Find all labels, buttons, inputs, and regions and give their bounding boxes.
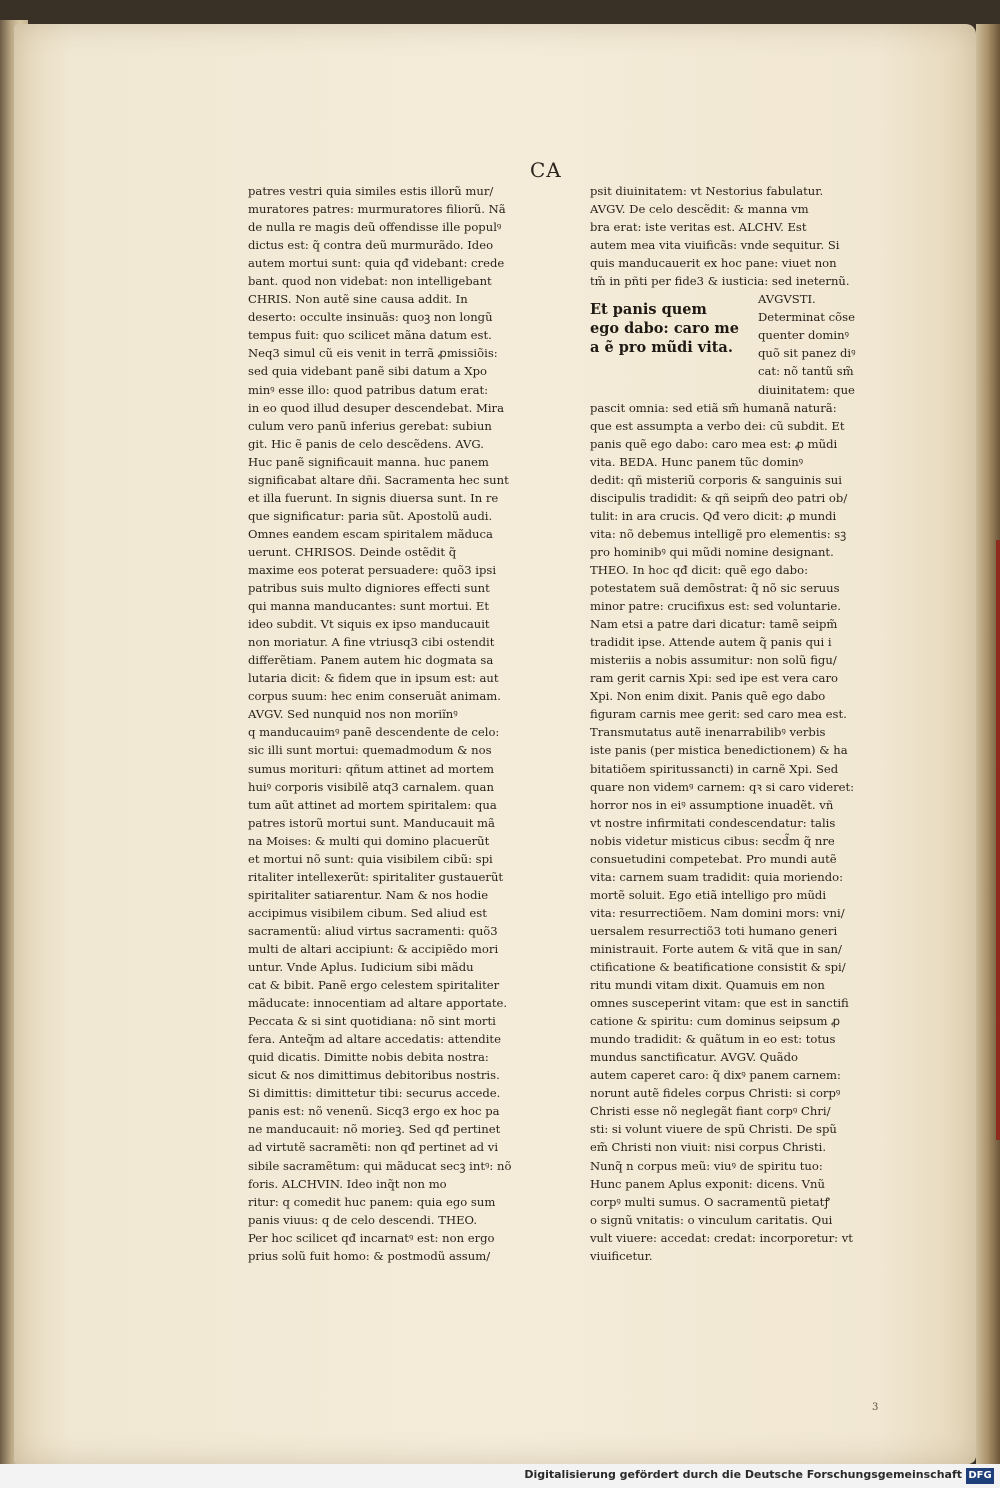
text-line: sumus morituri: qñtum attinet ad mortem — [248, 761, 495, 776]
text-line: multi de altari accipiunt: & accipiẽdo mori — [248, 941, 499, 956]
text-line: q manducauimꝰ panẽ descendente de celo: — [248, 725, 500, 740]
text-line: dedit: qñ misteriũ corporis & sanguinis sui — [590, 472, 842, 487]
text-line: minor patre: crucifixus est: sed voluntarie. — [590, 599, 841, 614]
text-line: sti: si volunt viuere de spũ Christi. De spũ — [590, 1122, 837, 1137]
text-line: na Moises: & multi qui domino placuerũt — [248, 833, 490, 848]
text-line: tempus fuit: quo scilicet mãna datum est. — [248, 328, 492, 343]
text-line: Neq3 simul cũ eis venit in terrã ꝓmissiõis: — [248, 346, 498, 361]
text-line: nobis videtur misticus cibus: secd̃m q̃ nre — [590, 833, 835, 848]
text-line: fera. Anteq̃m ad altare accedatis: attendite — [248, 1032, 501, 1047]
text-line: untur. Vnde Aplus. Iudicium sibi mãdu — [248, 960, 474, 975]
text-line: muratores patres: murmuratores filiorũ. Nã — [248, 202, 506, 217]
text-line: ritu mundi vitam dixit. Quamuis em non — [590, 978, 825, 993]
text-line: cat: nõ tantũ sm̃ — [758, 364, 854, 379]
text-line: ritaliter intellexerũt: spiritaliter gustauerũt — [248, 869, 504, 884]
text-line: o signũ vnitatis: o vinculum caritatis. Qui — [590, 1212, 833, 1227]
text-line: patribus suis multo digniores effecti sunt — [248, 581, 490, 596]
text-line: norunt autẽ fideles corpus Christi: si corpꝰ — [590, 1086, 841, 1101]
text-line: ritur: q comedit huc panem: quia ego sum — [248, 1194, 496, 1209]
text-line: CHRIS. Non autẽ sine causa addit. In — [248, 292, 468, 307]
text-line: ctificatione & beatificatione consistit & spi/ — [590, 960, 846, 975]
text-line: minꝰ esse illo: quod patribus datum erat: — [248, 382, 489, 397]
footer-credit: Digitalisierung gefördert durch die Deutsche Forschungsgemeinschaft — [524, 1468, 962, 1481]
text-line: sed quia videbant panẽ sibi datum a Xpo — [248, 364, 488, 379]
text-line: autem caperet caro: q̃ dixꝰ panem carnem: — [590, 1068, 841, 1083]
text-line: et illa fuerunt. In signis diuersa sunt. In re — [248, 490, 499, 505]
text-line: discipulis tradidit: & qñ seipm̃ deo patri ob/ — [590, 490, 848, 505]
text-line: panis viuus: q de celo descendi. THEO. — [248, 1212, 478, 1227]
text-line: que significatur: paria sũt. Apostolũ audi. — [248, 508, 493, 523]
text-line: mundo tradidit: & quãtum in eo est: totus — [590, 1032, 836, 1047]
left-text-column — [248, 182, 528, 1263]
text-line: mãducate: innocentiam ad altare apportate. — [248, 996, 508, 1011]
page-header: CA — [530, 158, 562, 182]
text-line: spiritaliter satiarentur. Nam & nos hodie — [248, 887, 489, 902]
text-line: uerunt. CHRISOS. Deinde ostẽdit q̃ — [248, 544, 457, 559]
text-line: vita: carnem suam tradidit: quia moriendo: — [590, 869, 844, 884]
text-line: quid dicatis. Dimitte nobis debita nostra: — [248, 1050, 489, 1065]
text-line: Huc panẽ significauit manna. huc panem — [248, 454, 489, 469]
text-line: tulit: in ara crucis. Qđ vero dicit: ꝓ mundi — [590, 508, 837, 523]
text-line: Determinat cõse — [758, 310, 855, 325]
text-line: ad virtutẽ sacramẽti: non qđ pertinet ad vi — [248, 1140, 499, 1155]
text-line: que est assumpta a verbo dei: cũ subdit. Et — [590, 418, 845, 433]
text-line: Per hoc scilicet qđ incarnatꝰ est: non ergo — [248, 1230, 495, 1245]
text-line: misteriis a nobis assumitur: non solũ figu/ — [590, 653, 837, 668]
text-line: vita: nõ debemus intelligẽ pro elementis: sꝫ — [590, 526, 847, 541]
text-line: THEO. In hoc qđ dicit: quẽ ego dabo: — [590, 562, 808, 577]
text-line: dictus est: q̃ contra deũ murmurãdo. Ideo — [248, 238, 494, 253]
text-line: mundus sanctificatur. AVGV. Quãdo — [590, 1050, 798, 1065]
text-line: tm̃ in pñti per fide3 & iusticia: sed ineternũ. — [590, 274, 850, 289]
text-line: autem mortui sunt: quia qđ videbant: crede — [248, 256, 505, 271]
text-line: qui manna manducantes: sunt mortui. Et — [248, 599, 489, 614]
text-line: Transmutatus autẽ inenarrabilibꝰ verbis — [590, 725, 826, 740]
text-line: quõ sit panez diꝰ — [758, 346, 856, 361]
text-line: git. Hic ẽ panis de celo descẽdens. AVG. — [248, 436, 484, 451]
text-line: catione & spiritu: cum dominus seipsum ꝓ — [590, 1014, 841, 1029]
text-line: bitatiõem spiritussancti) in carnẽ Xpi. Sed — [590, 761, 839, 776]
text-line: em̃ Christi non viuit: nisi corpus Christi. — [590, 1140, 827, 1155]
text-line: huiꝰ corporis visibilẽ atq3 carnalem. quan — [248, 779, 494, 794]
text-line: bra erat: iste veritas est. ALCHV. Est — [590, 220, 807, 235]
text-line: prius solũ fuit homo: & postmodũ assum/ — [248, 1248, 491, 1263]
text-line: horror nos in eiꝰ assumptione inuadẽt. vñ — [590, 797, 834, 812]
text-line: AVGV. De celo descẽdit: & manna vm — [590, 202, 809, 217]
folio-number: 3 — [872, 1402, 879, 1413]
text-line: ram gerit carnis Xpi: sed ipe est vera caro — [590, 671, 838, 686]
text-line: Peccata & si sint quotidiana: nõ sint morti — [248, 1014, 496, 1029]
text-line: vita: resurrectiõem. Nam domini mors: vni/ — [590, 905, 845, 920]
text-line: sibile sacramẽtum: qui mãducat secꝫ intꝰ: nõ — [248, 1158, 512, 1173]
text-line: panis quẽ ego dabo: caro mea est: ꝓ mũdi — [590, 436, 838, 451]
text-line: Xpi. Non enim dixit. Panis quẽ ego dabo — [590, 689, 826, 704]
text-line: Christi esse nõ neglegãt fiant corpꝰ Chri/ — [590, 1104, 831, 1119]
text-line: non moriatur. A fine vtriusq3 cibi ostendit — [248, 635, 495, 650]
text-line: foris. ALCHVIN. Ideo inq̃t non mo — [248, 1176, 447, 1191]
text-line: AVGV. Sed nunquid nos non moriĩnꝰ — [248, 707, 458, 722]
text-line: sicut & nos dimittimus debitoribus nostris. — [248, 1068, 500, 1083]
text-line: psit diuinitatem: vt Nestorius fabulatur. — [590, 184, 824, 198]
text-line: culum vero panũ inferius gerebat: subiun — [248, 418, 492, 433]
text-line: sic illi sunt mortui: quemadmodum & nos — [248, 743, 492, 758]
text-line: significabat altare dñi. Sacramenta hec sunt — [248, 472, 509, 487]
text-line: AVGVSTI. — [758, 292, 816, 307]
text-line: omnes susceperint vitam: que est in sanctifi — [590, 996, 849, 1011]
text-line: ministrauit. Forte autem & vitã que in san/ — [590, 941, 842, 956]
footer-bar — [0, 1464, 1000, 1488]
text-line: sacramentũ: aliud virtus sacramenti: quõ3 — [248, 923, 498, 938]
text-line: corpus suum: hec enim conseruãt animam. — [248, 689, 501, 704]
text-line: deserto: occulte insinuãs: quoꝫ non longũ — [248, 310, 493, 325]
text-line: panis est: nõ venenũ. Sicq3 ergo ex hoc pa — [248, 1104, 500, 1119]
text-line: figuram carnis mee gerit: sed caro mea est. — [590, 707, 847, 722]
text-line: Omnes eandem escam spiritalem mãduca — [248, 526, 493, 541]
text-line: potestatem suã demõstrat: q̃ nõ sic seruus — [590, 581, 840, 596]
text-line: quis manducauerit ex hoc pane: viuet non — [590, 256, 837, 271]
text-line: pro hominibꝰ qui mũdi nomine designant. — [590, 544, 834, 559]
text-line: corpꝰ multi sumus. O sacramentũ pietatꝭ — [590, 1194, 830, 1209]
text-line: ne manducauit: nõ morieꝫ. Sed qđ pertinet — [248, 1122, 501, 1137]
text-line: vt nostre infirmitati condescendatur: talis — [590, 815, 836, 830]
text-line: Si dimittis: dimittetur tibi: securus accede. — [248, 1086, 501, 1101]
text-line: patres vestri quia similes estis illorũ mur/ — [248, 184, 494, 198]
text-line: uersalem resurrectiõ3 toti humano generi — [590, 923, 838, 938]
text-line: bant. quod non videbat: non intelligebant — [248, 274, 492, 289]
ribbon-mark — [996, 540, 1000, 1140]
text-line: patres istorũ mortui sunt. Manducauit mã — [248, 815, 495, 830]
text-line: quare non videmꝰ carnem: qꝛ si caro videret: — [590, 779, 855, 794]
text-line: de nulla re magis deũ offendisse ille populꝰ — [248, 220, 502, 235]
text-line: Nam etsi a patre dari dicatur: tamẽ seipm̃ — [590, 617, 838, 632]
text-line: vita. BEDA. Hunc panem tũc dominꝰ — [590, 454, 804, 469]
text-line: autem mea vita viuificãs: vnde sequitur. Si — [590, 238, 840, 253]
text-line: tum aũt attinet ad mortem spiritalem: qua — [248, 797, 497, 812]
text-line: lutaria dicit: & fidem que in ipsum est: aut — [248, 671, 499, 686]
text-line: ideo subdit. Vt siquis ex ipso manducauit — [248, 617, 490, 632]
text-line: et mortui nõ sunt: quia visibilem cibũ: spi — [248, 851, 493, 866]
text-line: quenter dominꝰ — [758, 328, 849, 343]
text-line: iste panis (per mistica benedictionem) & ha — [590, 743, 848, 758]
lemma-heading: Et panis quem ego dabo: caro me a ẽ pro mũdi vita. — [590, 301, 739, 356]
text-line: diuinitatem: que — [758, 382, 855, 397]
text-line: differẽtiam. Panem autem hic dogmata sa — [248, 653, 494, 668]
text-line: accipimus visibilem cibum. Sed aliud est — [248, 905, 487, 920]
text-line: cat & bibit. Panẽ ergo celestem spiritaliter — [248, 978, 500, 993]
text-line: vult viuere: accedat: credat: incorporetur: vt — [590, 1230, 853, 1245]
text-line: Hunc panem Aplus exponit: dicens. Vnũ — [590, 1176, 825, 1191]
text-line: consuetudini competebat. Pro mundi autẽ — [590, 851, 837, 866]
text-line: pascit omnia: sed etiã sm̃ humanã naturã: — [590, 400, 837, 415]
text-line: mortẽ soluit. Ego etiã intelligo pro mũdi — [590, 887, 827, 902]
text-line: viuificetur. — [590, 1248, 653, 1263]
dfg-logo: DFG — [966, 1468, 994, 1484]
text-line: Nunq̃ n corpus meũ: viuꝰ de spiritu tuo: — [590, 1158, 823, 1173]
text-line: maxime eos poterat persuadere: quõ3 ipsi — [248, 562, 497, 577]
text-line: in eo quod illud desuper descendebat. Mira — [248, 400, 505, 415]
text-line: tradidit ipse. Attende autem q̃ panis qui i — [590, 635, 832, 650]
